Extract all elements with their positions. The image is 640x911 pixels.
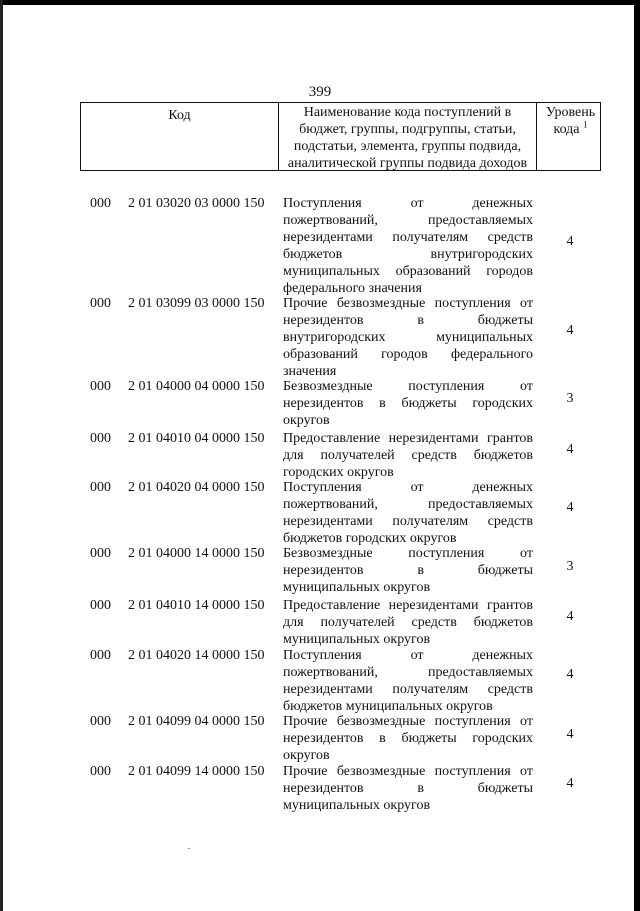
row-name-line: Поступления от денежных <box>283 196 533 211</box>
row-name <box>283 597 533 648</box>
row-name-line: нерезидентов в бюджеты городских <box>283 396 533 411</box>
row-name-line: внутригородских муниципальных <box>283 330 533 345</box>
row-name <box>283 545 533 596</box>
header-level-line: Уровень <box>545 105 596 120</box>
row-name-line: нерезидентов в бюджеты <box>283 781 533 796</box>
row-name-line: муниципальных образований городов <box>283 264 533 279</box>
row-name-line: нерезидентов в бюджеты <box>283 563 533 578</box>
row-name-line: нерезидентами получателям средств <box>283 682 533 697</box>
row-prefix: 000 <box>90 431 111 446</box>
row-code: 2 01 04010 04 0000 150 <box>128 431 265 446</box>
row-name-line: городских округов <box>283 465 394 480</box>
row-name-line: Предоставление нерезидентами грантов <box>283 598 533 613</box>
row-prefix: 000 <box>90 196 111 211</box>
header-code-label: Код <box>168 108 191 123</box>
row-level: 4 <box>566 609 574 624</box>
row-code: 2 01 03020 03 0000 150 <box>128 196 265 211</box>
scan-border-left <box>0 0 3 911</box>
row-name-line: пожертвований, предоставляемых <box>283 665 533 680</box>
row-name-line: бюджетов муниципальных округов <box>283 699 493 714</box>
row-prefix: 000 <box>90 546 111 561</box>
row-name <box>283 430 533 481</box>
row-name-line: значения <box>283 364 337 379</box>
row-level: 4 <box>566 776 574 791</box>
row-name-line: образований городов федерального <box>283 347 533 362</box>
row-level: 4 <box>566 323 574 338</box>
row-code: 2 01 04099 14 0000 150 <box>128 764 265 779</box>
row-name-line: Поступления от денежных <box>283 648 533 663</box>
row-level: 4 <box>566 234 574 249</box>
row-name-line: Безвозмездные поступления от <box>283 546 533 561</box>
row-code: 2 01 04020 14 0000 150 <box>128 648 265 663</box>
header-level-column <box>537 103 600 170</box>
page-number: 399 <box>308 84 332 100</box>
row-level: 4 <box>566 727 574 742</box>
row-prefix: 000 <box>90 714 111 729</box>
row-name-line: нерезидентов в бюджеты <box>283 313 533 328</box>
row-prefix: 000 <box>90 379 111 394</box>
row-prefix: 000 <box>90 764 111 779</box>
row-code: 2 01 04020 04 0000 150 <box>128 480 265 495</box>
row-prefix: 000 <box>90 296 111 311</box>
row-code: 2 01 04010 14 0000 150 <box>128 598 265 613</box>
row-name-line: Поступления от денежных <box>283 480 533 495</box>
row-name <box>283 378 533 429</box>
row-name-line: Прочие безвозмездные поступления от <box>283 764 533 779</box>
row-code: 2 01 04000 04 0000 150 <box>128 379 265 394</box>
row-name <box>283 195 533 297</box>
header-level-word: кода <box>553 122 580 137</box>
row-name-line: муниципальных округов <box>283 632 431 647</box>
row-name-line: округов <box>283 413 330 428</box>
row-level: 4 <box>566 500 574 515</box>
row-name <box>283 713 533 764</box>
row-name-line: нерезидентами получателям средств <box>283 514 533 529</box>
row-code: 2 01 04000 14 0000 150 <box>128 546 265 561</box>
row-name-line: пожертвований, предоставляемых <box>283 213 533 228</box>
header-level-line <box>541 121 600 138</box>
header-name-column <box>279 103 537 170</box>
header-name-line: бюджет, группы, подгруппы, статьи, <box>299 122 516 137</box>
row-level: 4 <box>566 667 574 682</box>
row-name-line: Прочие безвозмездные поступления от <box>283 296 533 311</box>
row-name-line: бюджетов городских округов <box>283 531 457 546</box>
scan-border-top <box>0 0 640 5</box>
row-level: 3 <box>566 391 574 406</box>
row-name-line: Прочие безвозмездные поступления от <box>283 714 533 729</box>
scan-border-right <box>634 0 640 911</box>
row-name-line: Безвозмездные поступления от <box>283 379 533 394</box>
row-code: 2 01 04099 04 0000 150 <box>128 714 265 729</box>
row-name <box>283 295 533 380</box>
row-code: 2 01 03099 03 0000 150 <box>128 296 265 311</box>
row-name-line: округов <box>283 748 330 763</box>
row-prefix: 000 <box>90 648 111 663</box>
row-name-line: муниципальных округов <box>283 798 431 813</box>
row-name-line: муниципальных округов <box>283 580 431 595</box>
row-name-line: нерезидентами получателям средств <box>283 230 533 245</box>
row-name-line: бюджетов внутригородских <box>283 247 533 262</box>
row-level: 3 <box>566 559 574 574</box>
header-name-line: подстатьи, элемента, группы подвида, <box>293 139 522 154</box>
table-header <box>80 102 601 171</box>
row-prefix: 000 <box>90 480 111 495</box>
row-name-line: федерального значения <box>283 281 422 296</box>
row-name <box>283 479 533 547</box>
header-name-line: Наименование кода поступлений в <box>303 105 512 120</box>
row-level: 4 <box>566 442 574 457</box>
row-name <box>283 647 533 715</box>
row-name-line: для получателей средств бюджетов <box>283 615 533 630</box>
header-code-column <box>81 103 279 170</box>
row-name-line: Предоставление нерезидентами грантов <box>283 431 533 446</box>
row-prefix: 000 <box>90 598 111 613</box>
scan-speck <box>188 848 190 849</box>
header-name-line: аналитической группы подвида доходов <box>287 156 528 171</box>
header-level-footnote: 1 <box>583 119 588 130</box>
row-name-line: нерезидентов в бюджеты городских <box>283 731 533 746</box>
row-name <box>283 763 533 814</box>
row-name-line: пожертвований, предоставляемых <box>283 497 533 512</box>
row-name-line: для получателей средств бюджетов <box>283 448 533 463</box>
